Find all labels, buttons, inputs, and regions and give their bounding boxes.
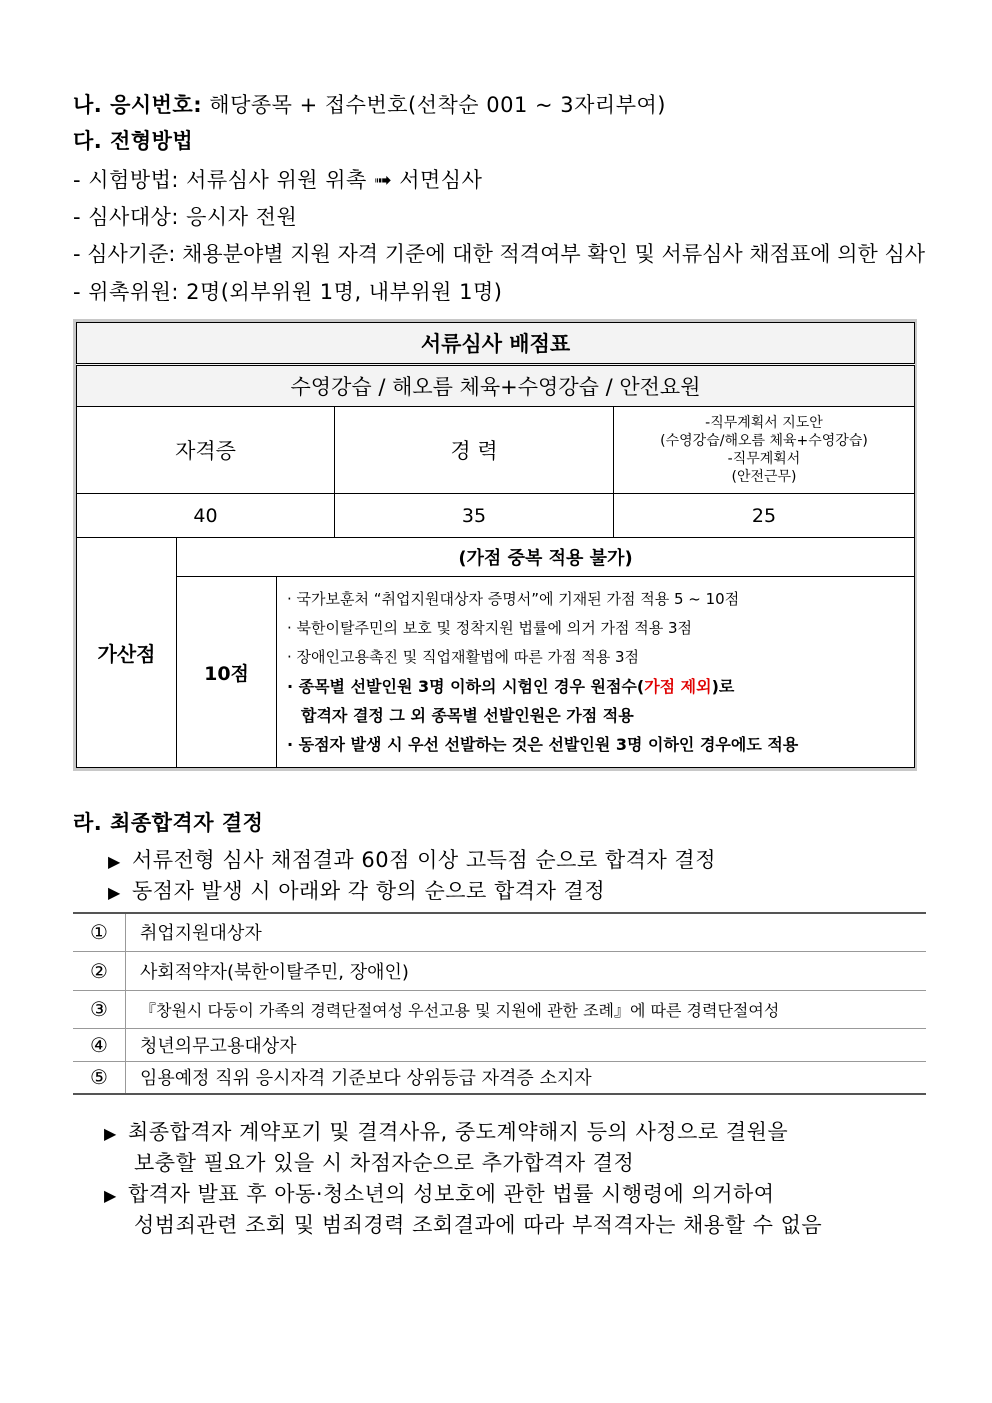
arrow-icon: ▶ xyxy=(108,883,121,902)
bonus-bullet-bold-post: )로 xyxy=(711,677,735,696)
score-table-subtitle: 수영강습 / 해오름 체육+수영강습 / 안전요원 xyxy=(77,365,915,407)
section-da-heading: 다. 전형방법 xyxy=(73,129,194,153)
method-line-target: - 심사대상: 응시자 전원 xyxy=(73,205,298,229)
method-line-criteria: - 심사기준: 채용분야별 지원 자격 기준에 대한 적격여부 확인 및 서류심사 채점표에 의한 심사 xyxy=(73,242,926,266)
final-note-2-text-1: 합격자 발표 후 아동·청소년의 성보호에 관한 법률 시행령에 의거하여 xyxy=(128,1182,775,1206)
section-ra-heading: 라. 최종합격자 결정 xyxy=(73,811,264,835)
final-note-1-line-2: 보충할 필요가 있을 시 차점자순으로 추가합격자 결정 xyxy=(134,1151,635,1175)
bonus-bullet: · 장애인고용촉진 및 직업재활법에 따른 가점 적용 3점 xyxy=(287,648,639,666)
tie-number: ③ xyxy=(73,990,126,1028)
header-job-plan-line: (안전근무) xyxy=(731,469,797,485)
method-line-exam: - 시험방법: 서류심사 위원 위촉 ➟ 서면심사 xyxy=(73,168,483,192)
final-note-2-line-2: 성범죄관련 조회 및 범죄경력 조회결과에 따라 부적격자는 채용할 수 없음 xyxy=(134,1213,823,1237)
ra-arrow-text-2: 동점자 발생 시 아래와 각 항의 순으로 합격자 결정 xyxy=(132,879,606,903)
bonus-bullet: · 북한이탈주민의 보호 및 정착지원 법률에 의거 가점 적용 3점 xyxy=(287,619,692,637)
table-row xyxy=(73,1061,926,1094)
value-certificate: 40 xyxy=(77,494,335,538)
final-note-1-line-1 xyxy=(104,1117,788,1149)
ra-arrow-line-2 xyxy=(108,876,605,908)
header-job-plan xyxy=(614,407,915,494)
arrow-icon: ▶ xyxy=(104,1124,117,1143)
score-table-title: 서류심사 배점표 xyxy=(77,323,915,365)
header-career: 경 력 xyxy=(335,407,614,494)
exam-number-line xyxy=(73,90,666,120)
bonus-bullet-bold xyxy=(287,672,914,701)
bonus-points: 10점 xyxy=(177,577,277,768)
bonus-bullet-bold-cont: 합격자 결정 그 외 종목별 선발인원은 가점 적용 xyxy=(301,706,634,725)
method-line-committee: - 위촉위원: 2명(외부위원 1명, 내부위원 1명) xyxy=(73,280,503,304)
final-note-2-line-1 xyxy=(104,1179,775,1211)
bonus-bullet-bold-pre: · 종목별 선발인원 3명 이하의 시험인 경우 원점수( xyxy=(287,677,645,696)
bonus-bullets xyxy=(277,577,915,768)
table-row xyxy=(73,1028,926,1061)
ra-arrow-line-1 xyxy=(108,845,716,877)
tie-text: 사회적약자(북한이탈주민, 장애인) xyxy=(126,951,927,990)
tie-text: 『창원시 다둥이 가족의 경력단절여성 우선고용 및 지원에 관한 조례』에 따른 경력단절여성 xyxy=(126,990,927,1028)
section-na-text: 해당종목 + 접수번호(선착순 001 ~ 3자리부여) xyxy=(202,93,666,117)
bonus-bullet: · 국가보훈처 “취업지원대상자 증명서”에 기재된 가점 적용 5 ~ 10점 xyxy=(287,590,740,608)
header-job-plan-line: -직무계획서 지도안 xyxy=(705,415,823,431)
tie-number: ④ xyxy=(73,1028,126,1061)
header-job-plan-line: -직무계획서 xyxy=(727,451,801,467)
tie-text: 임용예정 직위 응시자격 기준보다 상위등급 자격증 소지자 xyxy=(126,1061,927,1094)
bonus-note: (가점 중복 적용 불가) xyxy=(177,538,915,577)
table-row xyxy=(73,913,926,951)
tie-text: 청년의무고용대상자 xyxy=(126,1028,927,1061)
value-job-plan: 25 xyxy=(614,494,915,538)
table-row xyxy=(73,990,926,1028)
score-table xyxy=(73,319,917,771)
bonus-label: 가산점 xyxy=(77,538,177,768)
value-career: 35 xyxy=(335,494,614,538)
bonus-bullet-bold-red: 가점 제외 xyxy=(644,677,712,696)
bonus-bullet-bold-tie: · 동점자 발생 시 우선 선발하는 것은 선발인원 3명 이하인 경우에도 적용 xyxy=(287,735,799,754)
tie-number: ② xyxy=(73,951,126,990)
tie-number: ① xyxy=(73,913,126,951)
section-na-label: 나. 응시번호: xyxy=(73,93,203,117)
tie-text: 취업지원대상자 xyxy=(126,913,927,951)
arrow-icon: ▶ xyxy=(108,852,121,871)
tie-number: ⑤ xyxy=(73,1061,126,1094)
table-row xyxy=(73,951,926,990)
ra-arrow-text-1: 서류전형 심사 채점결과 60점 이상 고득점 순으로 합격자 결정 xyxy=(132,848,716,872)
final-note-1-text-1: 최종합격자 계약포기 및 결격사유, 중도계약해지 등의 사정으로 결원을 xyxy=(128,1120,789,1144)
header-certificate: 자격증 xyxy=(77,407,335,494)
header-job-plan-line: (수영강습/해오름 체육+수영강습) xyxy=(660,433,868,449)
arrow-icon: ▶ xyxy=(104,1186,117,1205)
tie-break-table xyxy=(73,912,926,1095)
